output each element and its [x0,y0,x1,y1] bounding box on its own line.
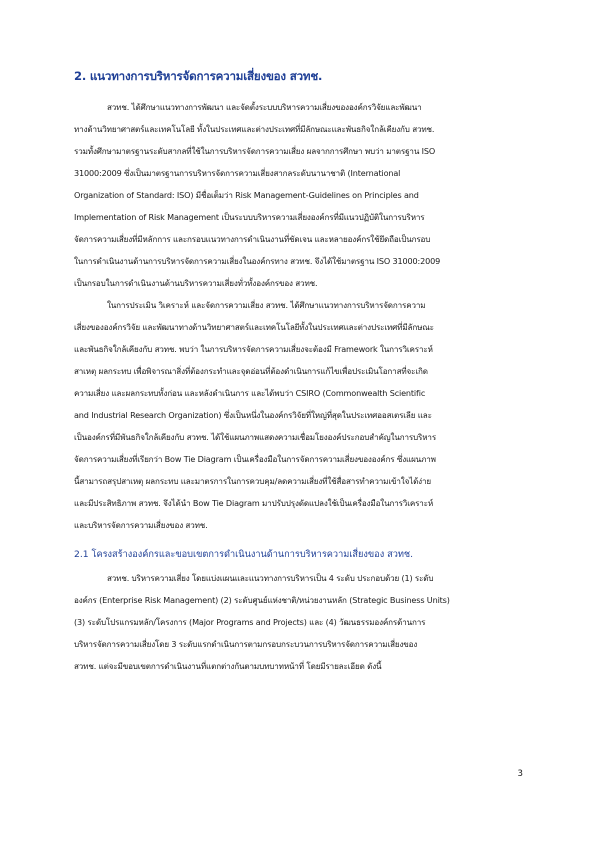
paragraph-line: จัดการความเสี่ยงที่เรียกว่า Bow Tie Diagram เป็นเครื่องมือในการจัดการความเสี่ยงขององค์กร ซึ่งแผนภาพ [74,454,436,464]
paragraph-line: สาเหตุ ผลกระทบ เพื่อพิจารณาสิ่งที่ต้องกระทำและจุดอ่อนที่ต้องดำเนินการแก้ไขเพื่อประเมินโอกาสที่จะเกิด [74,366,428,376]
paragraph-line: และพันธกิจใกล้เคียงกับ สวทช. พบว่า ในการบริหารจัดการความเสี่ยงจะต้องมี Framework ในการวิเคราะห์ [74,344,433,354]
paragraph-line: Organization of Standard: ISO) มีชื่อเต็มว่า Risk Management-Guidelines on Principles and [74,190,419,200]
paragraph-line: เสี่ยงขององค์กรวิจัย และพัฒนาทางด้านวิทยาศาสตร์และเทคโนโลยีทั้งในประเทศและต่างประเทศที่มีลักษณะ [74,322,434,332]
paragraph-line: Implementation of Risk Management เป็นระบบบริหารความเสี่ยงองค์กรที่มีแนวปฏิบัติในการบริหาร [74,212,425,222]
paragraph-line: จัดการความเสี่ยงที่มีหลักการ และกรอบแนวทางการดำเนินงานที่ชัดเจน และหลายองค์กรใช้ยึดถือเป็นกรอบ [74,234,431,244]
page-number: 3 [517,769,523,779]
paragraph-line: สวทช. บริหารความเสี่ยง โดยแบ่งแผนและแนวทางการบริหารเป็น 4 ระดับ ประกอบด้วย (1) ระดับ [107,573,434,583]
paragraph-line: สวทช. แต่จะมีขอบเขตการดำเนินงานที่แตกต่างกันตามบทบาทหน้าที่ โดยมีรายละเอียด ดังนี้ [74,661,382,671]
paragraph-line: และมีประสิทธิภาพ สวทช. จึงได้นำ Bow Tie Diagram มาปรับปรุงดัดแปลงใช้เป็นเครื่องมือในการวิเคราะห์ [74,498,434,508]
section-heading: 2. แนวทางการบริหารจัดการความเสี่ยงของ สวทช. [74,69,323,83]
paragraph-line: ในการประเมิน วิเคราะห์ และจัดการความเสี่ยง สวทช. ได้ศึกษาแนวทางการบริหารจัดการความ [107,300,426,310]
paragraph-line: ความเสี่ยง และผลกระทบทั้งก่อน และหลังดำเนินการ และได้พบว่า CSIRO (Commonwealth Scientific [74,388,426,398]
paragraph-line: องค์กร (Enterprise Risk Management) (2) ระดับศูนย์แห่งชาติ/หน่วยงานหลัก (Strategic Business Units) [74,595,450,605]
paragraph-line: และบริหารจัดการความเสี่ยงของ สวทช. [74,520,208,530]
paragraph-line: and Industrial Research Organization) ซึ่งเป็นหนึ่งในองค์กรวิจัยที่ใหญ่ที่สุดในประเทศออสเตรเลีย และ [74,410,432,420]
paragraph-line: ทางด้านวิทยาศาสตร์และเทคโนโลยี ทั้งในประเทศและต่างประเทศที่มีลักษณะและพันธกิจใกล้เคียงกับ สวทช. [74,124,435,134]
paragraph-line: นี้สามารถสรุปสาเหตุ ผลกระทบ และมาตรการในการควบคุม/ลดความเสี่ยงที่ใช้สื่อสารทำความเข้าใจได้ง่าย [74,476,431,486]
paragraph-line: (3) ระดับโปรแกรมหลัก/โครงการ (Major Programs and Projects) และ (4) วัฒนธรรมองค์กรด้านการ [74,617,426,627]
paragraph-line: เป็นกรอบในการดำเนินงานด้านบริหารความเสี่ยงทั่วทั้งองค์กรของ สวทช. [74,278,318,288]
paragraph-line: เป็นองค์กรที่มีพันธกิจใกล้เคียงกับ สวทช. ได้ใช้แผนภาพแสดงความเชื่อมโยงองค์ประกอบสำคัญในการบริหาร [74,432,437,442]
paragraph-line: รวมทั้งศึกษามาตรฐานระดับสากลที่ใช้ในการบริหารจัดการความเสี่ยง ผลจากการศึกษา พบว่า มาตรฐาน ISO [74,146,436,156]
subsection-heading: 2.1 โครงสร้างองค์กรและขอบเขตการดำเนินงานด้านการบริหารความเสี่ยงของ สวทช. [74,549,414,560]
paragraph-line: 31000:2009 ซึ่งเป็นมาตรฐานการบริหารจัดการความเสี่ยงสากลระดับนานาชาติ (International [74,168,401,178]
paragraph-line: บริหารจัดการความเสี่ยงโดย 3 ระดับแรกดำเนินการตามกรอบกระบวนการบริหารจัดการความเสี่ยงของ [74,639,418,649]
paragraph-line: ในการดำเนินงานด้านการบริหารจัดการความเสี่ยงในองค์กรทาง สวทช. จึงได้ใช้มาตรฐาน ISO 31000:2009 [74,256,441,266]
paragraph-line: สวทช. ได้ศึกษาแนวทางการพัฒนา และจัดตั้งระบบบริหารความเสี่ยงขององค์กรวิจัยและพัฒนา [107,102,422,112]
